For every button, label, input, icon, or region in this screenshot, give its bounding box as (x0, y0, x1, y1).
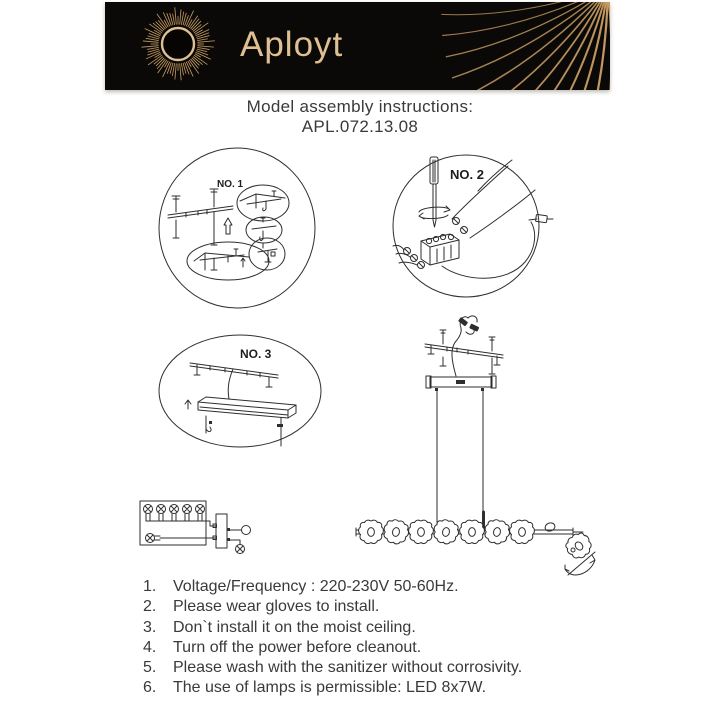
instruction-item (143, 678, 613, 698)
step2-label: NO. 2 (450, 167, 484, 182)
item-text: Voltage/Frequency : 220-230V 50-60Hz. (173, 578, 459, 595)
item-text: Don`t install it on the moist ceiling. (173, 618, 416, 636)
instruction-list (143, 577, 613, 699)
instruction-item (143, 577, 613, 597)
step3-label: NO. 3 (240, 347, 272, 361)
fixture-drawing (356, 316, 596, 575)
item-text: Please wear gloves to install. (173, 598, 380, 616)
instruction-item (143, 597, 613, 617)
instruction-item (143, 618, 613, 638)
item-number: 1. (143, 578, 157, 595)
step2-diagram (393, 155, 553, 297)
model-number: APL.072.13.08 (301, 117, 419, 136)
item-number: 5. (143, 659, 157, 677)
item-number: 4. (143, 638, 157, 656)
step1-diagram (159, 148, 315, 308)
step3-diagram (159, 335, 321, 447)
step1-label: NO. 1 (217, 179, 244, 190)
item-text: The use of lamps is permissible: LED 8x7W. (173, 679, 487, 697)
page-title: Model assembly instructions: (246, 97, 474, 116)
item-text: Please wash with the sanitizer without corrosivity. (173, 659, 523, 677)
item-number: 2. (143, 598, 157, 616)
brand-name: Aployt (240, 25, 344, 64)
item-text: Turn off the power before cleanout. (173, 638, 422, 656)
item-number: 3. (143, 618, 157, 636)
item-number: 6. (143, 679, 157, 697)
wiring-diagram (140, 501, 251, 554)
instruction-item (143, 658, 613, 678)
instruction-item (143, 638, 613, 658)
